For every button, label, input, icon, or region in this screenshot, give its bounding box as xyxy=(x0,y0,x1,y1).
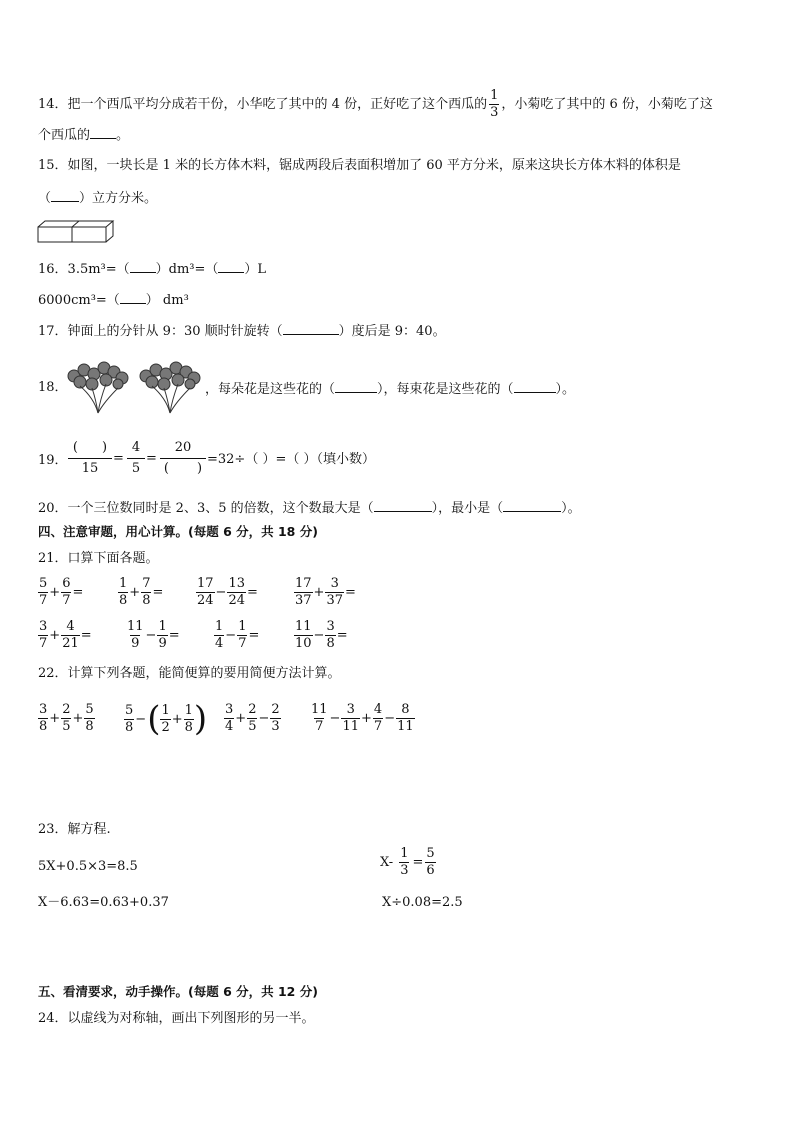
operator: + xyxy=(313,585,325,600)
fraction xyxy=(196,576,215,609)
question-14-line2 xyxy=(38,124,129,146)
fraction-numerator: 1 xyxy=(238,619,247,634)
right-bracket: ) xyxy=(193,699,208,739)
fraction-denominator: 8 xyxy=(184,719,193,735)
answer-blank[interactable] xyxy=(130,258,156,273)
operator: + xyxy=(129,585,141,600)
fraction xyxy=(61,576,71,609)
fraction xyxy=(61,702,71,735)
operator: − xyxy=(384,711,396,726)
fraction-numerator: 1 xyxy=(119,576,128,591)
q19-fraction-2 xyxy=(127,438,145,479)
fraction xyxy=(341,702,360,735)
equals-sign: = xyxy=(336,628,348,643)
fraction-denominator: 7 xyxy=(373,719,383,734)
fraction-numerator: 3 xyxy=(326,619,335,634)
fraction-denominator: 3 xyxy=(400,863,409,878)
fraction-denominator: 3 xyxy=(271,719,280,734)
question-17 xyxy=(38,320,446,342)
fraction-numerator: 1 xyxy=(490,88,499,103)
answer-blank[interactable] xyxy=(374,497,432,512)
q18-text-c: ）。 xyxy=(555,382,576,397)
question-16-line2 xyxy=(38,289,189,311)
fraction-denominator: 7 xyxy=(39,593,48,608)
answer-blank[interactable] xyxy=(218,258,244,273)
fraction-numerator: 13 xyxy=(228,576,245,591)
fraction-denominator: 11 xyxy=(342,719,359,734)
fraction-denominator: 8 xyxy=(326,636,335,651)
fraction xyxy=(124,703,134,736)
fraction-denominator: 8 xyxy=(119,593,128,608)
fraction-numerator: 3 xyxy=(39,702,48,717)
equation-1: 5X+0.5×3=8.5 xyxy=(38,859,138,874)
q16-text-a: 16．3.5m³=（ xyxy=(38,262,130,277)
operator: − xyxy=(145,628,157,643)
equation-4: X÷0.08=2.5 xyxy=(382,895,463,910)
fraction xyxy=(237,619,247,652)
operator: + xyxy=(49,628,61,643)
q19-fraction-1: ( ) 15 xyxy=(68,438,112,479)
fraction-denominator: 7 xyxy=(315,719,324,734)
equals-sign: = xyxy=(248,628,260,643)
q19-number: 19． xyxy=(38,453,68,468)
fraction-denominator: 5 xyxy=(62,719,71,734)
q16-text-b: ）dm³=（ xyxy=(155,262,219,277)
operator: + xyxy=(235,711,247,726)
mental-arithmetic-item xyxy=(196,576,259,609)
q20-text-a: 20．一个三位数同时是 2、3、5 的倍数，这个数最大是（ xyxy=(38,501,374,516)
fraction-denominator: 2 xyxy=(161,719,170,735)
answer-blank[interactable] xyxy=(335,378,377,393)
q20-text-b: ），最小是（ xyxy=(431,501,504,516)
mental-arithmetic-item xyxy=(294,619,349,652)
fraction xyxy=(294,576,313,609)
fraction-numerator: 3 xyxy=(346,702,355,717)
fraction-denominator: 9 xyxy=(131,636,140,651)
operator: + xyxy=(49,711,61,726)
fraction xyxy=(118,576,128,609)
fraction xyxy=(310,702,329,735)
operator: + xyxy=(49,585,61,600)
operator: − xyxy=(225,628,237,643)
fraction-numerator: 5 xyxy=(39,576,48,591)
fraction-denominator: 5 xyxy=(248,719,257,734)
fraction xyxy=(38,619,48,652)
flower-bouquets-figure xyxy=(64,358,204,416)
fraction-denominator: 5 xyxy=(131,461,141,476)
q18-text-b: ），每束花是这些花的（ xyxy=(377,382,514,397)
fraction-denominator: 7 xyxy=(62,593,71,608)
q14-text-c: 个西瓜的 xyxy=(38,128,91,143)
fraction-denominator: 9 xyxy=(158,636,167,651)
fraction-numerator: 17 xyxy=(295,576,312,591)
fraction-denominator: 8 xyxy=(85,719,94,734)
section-5-heading: 五、看清要求，动手操作。(每题 6 分，共 12 分) xyxy=(38,984,318,999)
fraction-numerator: 4 xyxy=(127,438,145,459)
question-18-text xyxy=(205,378,575,400)
q18-number: 18． xyxy=(38,380,68,395)
equals-sign: = xyxy=(152,585,164,600)
operator: − xyxy=(258,711,270,726)
fraction-denominator: 6 xyxy=(426,863,435,878)
fraction-numerator: 1 xyxy=(184,702,193,718)
fraction-denominator: 21 xyxy=(62,636,79,651)
question-16-line1 xyxy=(38,258,266,280)
fraction-numerator: 4 xyxy=(66,619,75,634)
fraction-numerator: 4 xyxy=(373,702,383,717)
q18-text-a: ，每朵花是这些花的（ xyxy=(205,382,336,397)
cuboid-wood-figure xyxy=(37,220,121,244)
q14-fraction xyxy=(489,88,499,121)
fraction xyxy=(38,702,48,735)
fraction xyxy=(184,703,194,736)
question-15-line2 xyxy=(38,187,157,209)
mental-arithmetic-item xyxy=(126,619,181,652)
operator: + xyxy=(361,711,372,726)
fraction-numerator: 11 xyxy=(311,702,328,717)
fraction xyxy=(214,619,224,652)
q17-text-b: ）度后是 9：40。 xyxy=(338,324,446,339)
calc-expression xyxy=(224,702,281,735)
fraction-numerator: 17 xyxy=(197,576,214,591)
q15-text-b: ）立方分米。 xyxy=(79,191,158,206)
equals-sign: = xyxy=(247,585,258,600)
q19-fraction-3: 20 ( ) xyxy=(160,438,206,479)
fraction xyxy=(325,619,335,652)
fraction xyxy=(227,576,246,609)
question-24: 24．以虚线为对称轴，画出下列图形的另一半。 xyxy=(38,1011,315,1026)
fraction xyxy=(325,576,344,609)
fraction-numerator: 1 xyxy=(161,702,170,718)
fraction xyxy=(373,702,383,735)
q14-text-d: 。 xyxy=(116,128,130,143)
fraction-numerator: 7 xyxy=(142,576,151,591)
q14-text-b: ，小菊吃了其中的 6 份，小菊吃了这 xyxy=(501,97,713,112)
mental-arithmetic-item xyxy=(38,576,84,609)
fraction xyxy=(61,619,80,652)
fraction xyxy=(396,702,415,735)
fraction-numerator: 5 xyxy=(426,846,435,861)
fraction xyxy=(224,702,234,735)
answer-blank[interactable] xyxy=(514,378,556,393)
fraction xyxy=(157,619,167,652)
q15-text-a: （ xyxy=(38,191,52,206)
eq2-fraction-b xyxy=(425,846,435,879)
fraction-numerator: 3 xyxy=(39,619,48,634)
q20-text-c: ）。 xyxy=(561,501,581,516)
fraction xyxy=(294,619,313,652)
equals-sign: = xyxy=(80,628,92,643)
calc-expression xyxy=(38,702,95,735)
fraction-numerator: 1 xyxy=(158,619,167,634)
fraction-numerator: 20 xyxy=(160,438,206,459)
fraction-denominator: 3 xyxy=(490,105,499,120)
eq2-fraction-a xyxy=(399,846,409,879)
equals-sign: = xyxy=(168,628,180,643)
left-bracket: ( xyxy=(147,699,161,739)
answer-blank[interactable] xyxy=(51,187,79,202)
question-23-title: 23．解方程. xyxy=(38,822,111,837)
fraction-numerator: 2 xyxy=(248,702,257,717)
mental-arithmetic-item xyxy=(38,619,93,652)
fraction-numerator: 3 xyxy=(225,702,234,717)
equals-sign: = xyxy=(345,585,356,600)
operator: + xyxy=(72,711,84,726)
fraction-denominator: 24 xyxy=(197,593,214,608)
fraction xyxy=(247,702,257,735)
q19-equals-2: = xyxy=(146,451,157,466)
fraction-denominator: 7 xyxy=(238,636,247,651)
fraction-numerator: 3 xyxy=(330,576,339,591)
question-22-title: 22．计算下列各题，能简便算的要用简便方法计算。 xyxy=(38,666,341,681)
answer-blank[interactable] xyxy=(283,320,339,335)
operator: + xyxy=(171,711,183,727)
section-4-heading: 四、注意审题，用心计算。(每题 6 分，共 18 分) xyxy=(38,524,318,539)
question-15-line1: 15．如图，一块长是 1 米的长方体木料，锯成两段后表面积增加了 60 平方分米，原来这块长方体木料的体积是 xyxy=(38,158,681,173)
fraction xyxy=(84,702,94,735)
question-14-line1 xyxy=(38,88,713,121)
fraction-denominator: 37 xyxy=(295,593,312,608)
operator: − xyxy=(215,585,227,600)
equals-sign: = xyxy=(72,585,84,600)
fraction-denominator: 8 xyxy=(142,593,151,608)
q16-text-c: ）L xyxy=(244,262,267,277)
q16-text-e: ） dm³ xyxy=(145,293,189,308)
operator: − xyxy=(329,711,341,726)
mental-arithmetic-item xyxy=(118,576,164,609)
answer-blank[interactable] xyxy=(503,497,561,512)
fraction-denominator: 24 xyxy=(228,593,245,608)
fraction-denominator: 4 xyxy=(215,636,224,651)
fraction-numerator: 8 xyxy=(401,702,410,717)
fraction-numerator: 1 xyxy=(400,846,409,861)
fraction xyxy=(160,703,170,736)
eq2-equals: = xyxy=(412,855,424,870)
fraction-numerator: 5 xyxy=(125,702,134,718)
fraction-denominator: 15 xyxy=(81,461,99,476)
fraction-denominator: 8 xyxy=(39,719,48,734)
fraction xyxy=(141,576,151,609)
calc-expression xyxy=(124,699,208,739)
fraction-numerator: 11 xyxy=(295,619,312,634)
fraction xyxy=(126,619,145,652)
mental-arithmetic-item xyxy=(214,619,260,652)
equation-2 xyxy=(380,846,436,879)
fraction-denominator: 37 xyxy=(326,593,343,608)
q19-equals-1: = xyxy=(113,451,124,466)
fraction-denominator: 8 xyxy=(125,719,134,735)
fraction-denominator: 10 xyxy=(295,636,312,651)
fraction-numerator: 2 xyxy=(271,702,280,717)
fraction-numerator: 11 xyxy=(127,619,144,634)
eq2-text: X- xyxy=(380,855,394,870)
calc-expression xyxy=(310,702,415,735)
answer-blank[interactable] xyxy=(90,124,116,139)
q14-text-a: 14．把一个西瓜平均分成若干份，小华吃了其中的 4 份，正好吃了这个西瓜的 xyxy=(38,97,488,112)
fraction-denominator: 4 xyxy=(225,719,234,734)
fraction-numerator: 5 xyxy=(85,702,94,717)
mental-arithmetic-item xyxy=(294,576,357,609)
fraction-denominator: 7 xyxy=(39,636,48,651)
fraction-numerator: 2 xyxy=(62,702,71,717)
q16-text-d: 6000cm³=（ xyxy=(38,293,120,308)
operator: − xyxy=(313,628,325,643)
equation-3: X－6.63=0.63+0.37 xyxy=(38,895,169,910)
fraction-numerator: 1 xyxy=(215,619,224,634)
fraction-numerator: 6 xyxy=(62,576,71,591)
question-20 xyxy=(38,497,581,519)
fraction xyxy=(38,576,48,609)
fraction xyxy=(270,702,280,735)
q17-text-a: 17．钟面上的分针从 9：30 顺时针旋转（ xyxy=(38,324,283,339)
question-21-title: 21．口算下面各题。 xyxy=(38,551,159,566)
operator: − xyxy=(135,711,147,727)
q19-tail: =32÷（ ）=（ ）（填小数） xyxy=(207,452,375,467)
answer-blank[interactable] xyxy=(120,289,146,304)
fraction-denominator: 11 xyxy=(397,719,414,734)
